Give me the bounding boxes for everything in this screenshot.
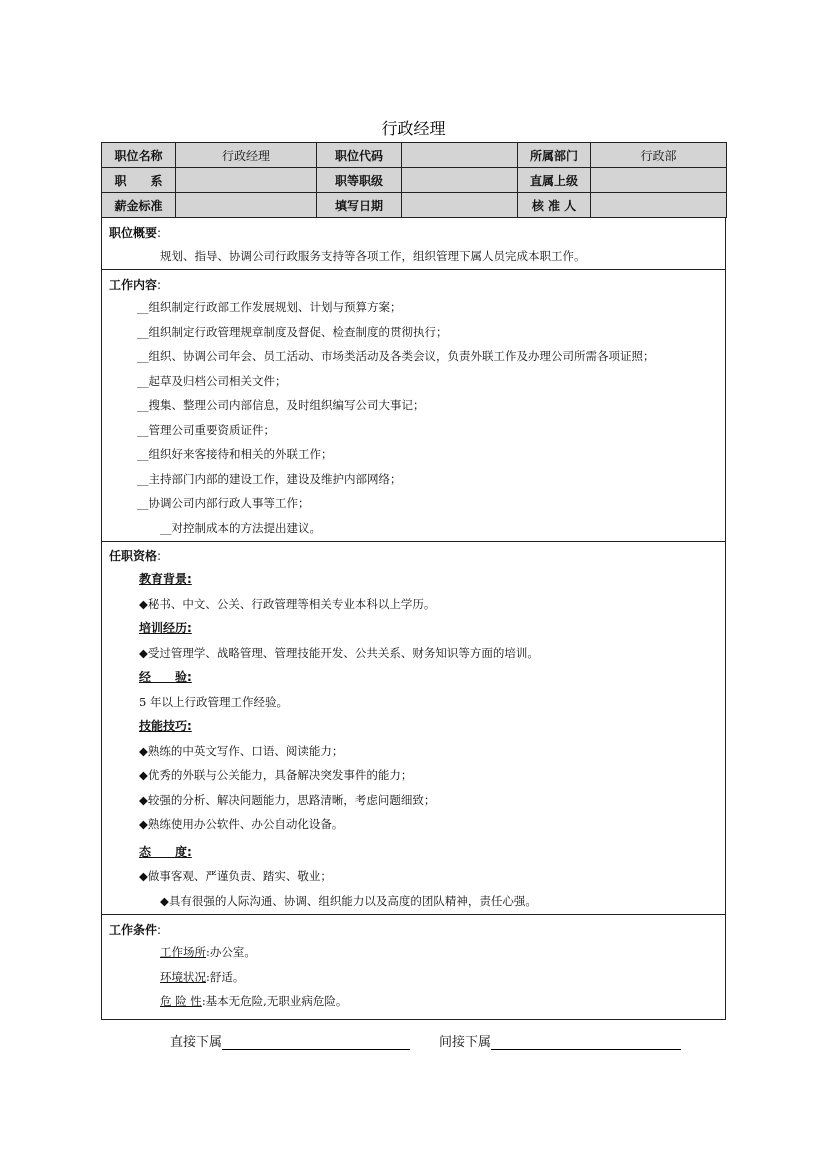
risk-value: :基本无危险,无职业病危险。 <box>201 994 348 1008</box>
duties-section <box>102 270 725 542</box>
details-box <box>101 218 726 1020</box>
qualifications-body <box>102 567 725 913</box>
list-item: __起草及归档公司相关文件； <box>137 373 287 388</box>
direct-subordinates-blank[interactable] <box>222 1035 410 1050</box>
training-label: 培训经历: <box>139 621 192 635</box>
duties-title: 工作内容: <box>109 278 162 292</box>
fill-date-value <box>402 193 518 218</box>
header-row <box>102 143 727 168</box>
direct-subordinates <box>170 1031 410 1050</box>
list-item: __主持部门内部的建设工作，建设及维护内部网络； <box>137 471 402 486</box>
environment-value: :舒适。 <box>206 969 245 984</box>
list-item: ◆熟练使用办公软件、办公自动化设备。 <box>139 817 344 831</box>
education-label: 教育背景: <box>139 572 192 586</box>
risk-label: 危 险 性 <box>160 994 202 1008</box>
job-family-label: 职 系 <box>102 168 176 193</box>
qualifications-title: 任职资格: <box>109 549 162 563</box>
approver-label: 核 准 人 <box>518 193 591 218</box>
list-item: ◆优秀的外联与公关能力，具备解决突发事件的能力； <box>139 768 413 782</box>
header-row <box>102 193 727 218</box>
header-table <box>101 142 727 218</box>
department-label: 所属部门 <box>518 143 591 168</box>
list-item: __管理公司重要资质证件； <box>137 422 275 437</box>
attitude-label: 态 度: <box>139 844 192 859</box>
list-item: __组织制定行政部工作发展规划、计划与预算方案； <box>137 300 402 314</box>
qualifications-section <box>102 542 725 915</box>
list-item: ◆较强的分析、解决问题能力，思路清晰，考虑问题细致； <box>139 792 436 807</box>
fill-date-label: 填写日期 <box>317 193 402 218</box>
grade-value <box>402 168 518 193</box>
position-name-value: 行政经理 <box>176 143 317 168</box>
list-item: __组织、协调公司年会、员工活动、市场类活动及各类会议，负责外联工作及办理公司所需各项证照； <box>137 349 655 363</box>
supervisor-label: 直属上级 <box>518 168 591 193</box>
experience-text: 5 年以上行政管理工作经验。 <box>139 694 288 709</box>
job-family-value <box>176 168 317 193</box>
work-place-label: 工作场所 <box>160 945 206 959</box>
overview-section <box>102 218 725 270</box>
education-text: ◆秘书、中文、公关、行政管理等相关专业本科以上学历。 <box>139 596 436 611</box>
department-value: 行政部 <box>591 143 727 168</box>
list-item: ◆做事客观、严谨负责、踏实、敬业； <box>139 869 332 883</box>
position-code-label: 职位代码 <box>317 143 402 168</box>
list-item: ◆具有很强的人际沟通、协调、组织能力以及高度的团队精神，责任心强。 <box>160 893 537 908</box>
environment-row <box>102 965 725 990</box>
list-item: __组织制定行政管理规章制度及督促、检查制度的贯彻执行； <box>137 324 448 339</box>
risk-row <box>102 989 725 1014</box>
list-item: __对控制成本的方法提出建议。 <box>160 520 321 535</box>
indirect-subordinates-label: 间接下属 <box>439 1035 492 1050</box>
experience-label: 经 验: <box>139 670 192 684</box>
list-item: __协调公司内部行政人事等工作； <box>137 496 310 510</box>
training-text: ◆受过管理学、战略管理、管理技能开发、公共关系、财务知识等方面的培训。 <box>139 645 539 660</box>
indirect-subordinates <box>439 1031 681 1050</box>
overview-text: 规划、指导、协调公司行政服务支持等各项工作，组织管理下属人员完成本职工作。 <box>160 249 586 263</box>
list-item: __搜集、整理公司内部信息，及时组织编写公司大事记； <box>137 398 425 412</box>
work-place-value: :办公室。 <box>206 945 256 959</box>
salary-value <box>176 193 317 218</box>
skills-label: 技能技巧: <box>139 719 192 733</box>
list-item: __组织好来客接待和相关的外联工作； <box>137 447 333 461</box>
conditions-section <box>102 915 725 1019</box>
conditions-title: 工作条件: <box>109 923 162 937</box>
conditions-body <box>102 940 725 1014</box>
overview-title: 职位概要: <box>109 226 162 240</box>
environment-label: 环境状况 <box>160 969 206 984</box>
header-row <box>102 168 727 193</box>
direct-subordinates-label: 直接下属 <box>170 1035 223 1050</box>
indirect-subordinates-blank[interactable] <box>491 1035 681 1050</box>
duties-list <box>102 295 725 540</box>
salary-label: 薪金标准 <box>102 193 176 218</box>
position-name-label: 职位名称 <box>102 143 176 168</box>
position-code-value <box>402 143 518 168</box>
work-place-row <box>102 940 725 965</box>
grade-label: 职等职级 <box>317 168 402 193</box>
supervisor-value <box>591 168 727 193</box>
approver-value <box>591 193 727 218</box>
list-item: ◆熟练的中英文写作、口语、阅读能力； <box>139 743 344 758</box>
page-title: 行政经理 <box>381 119 446 138</box>
